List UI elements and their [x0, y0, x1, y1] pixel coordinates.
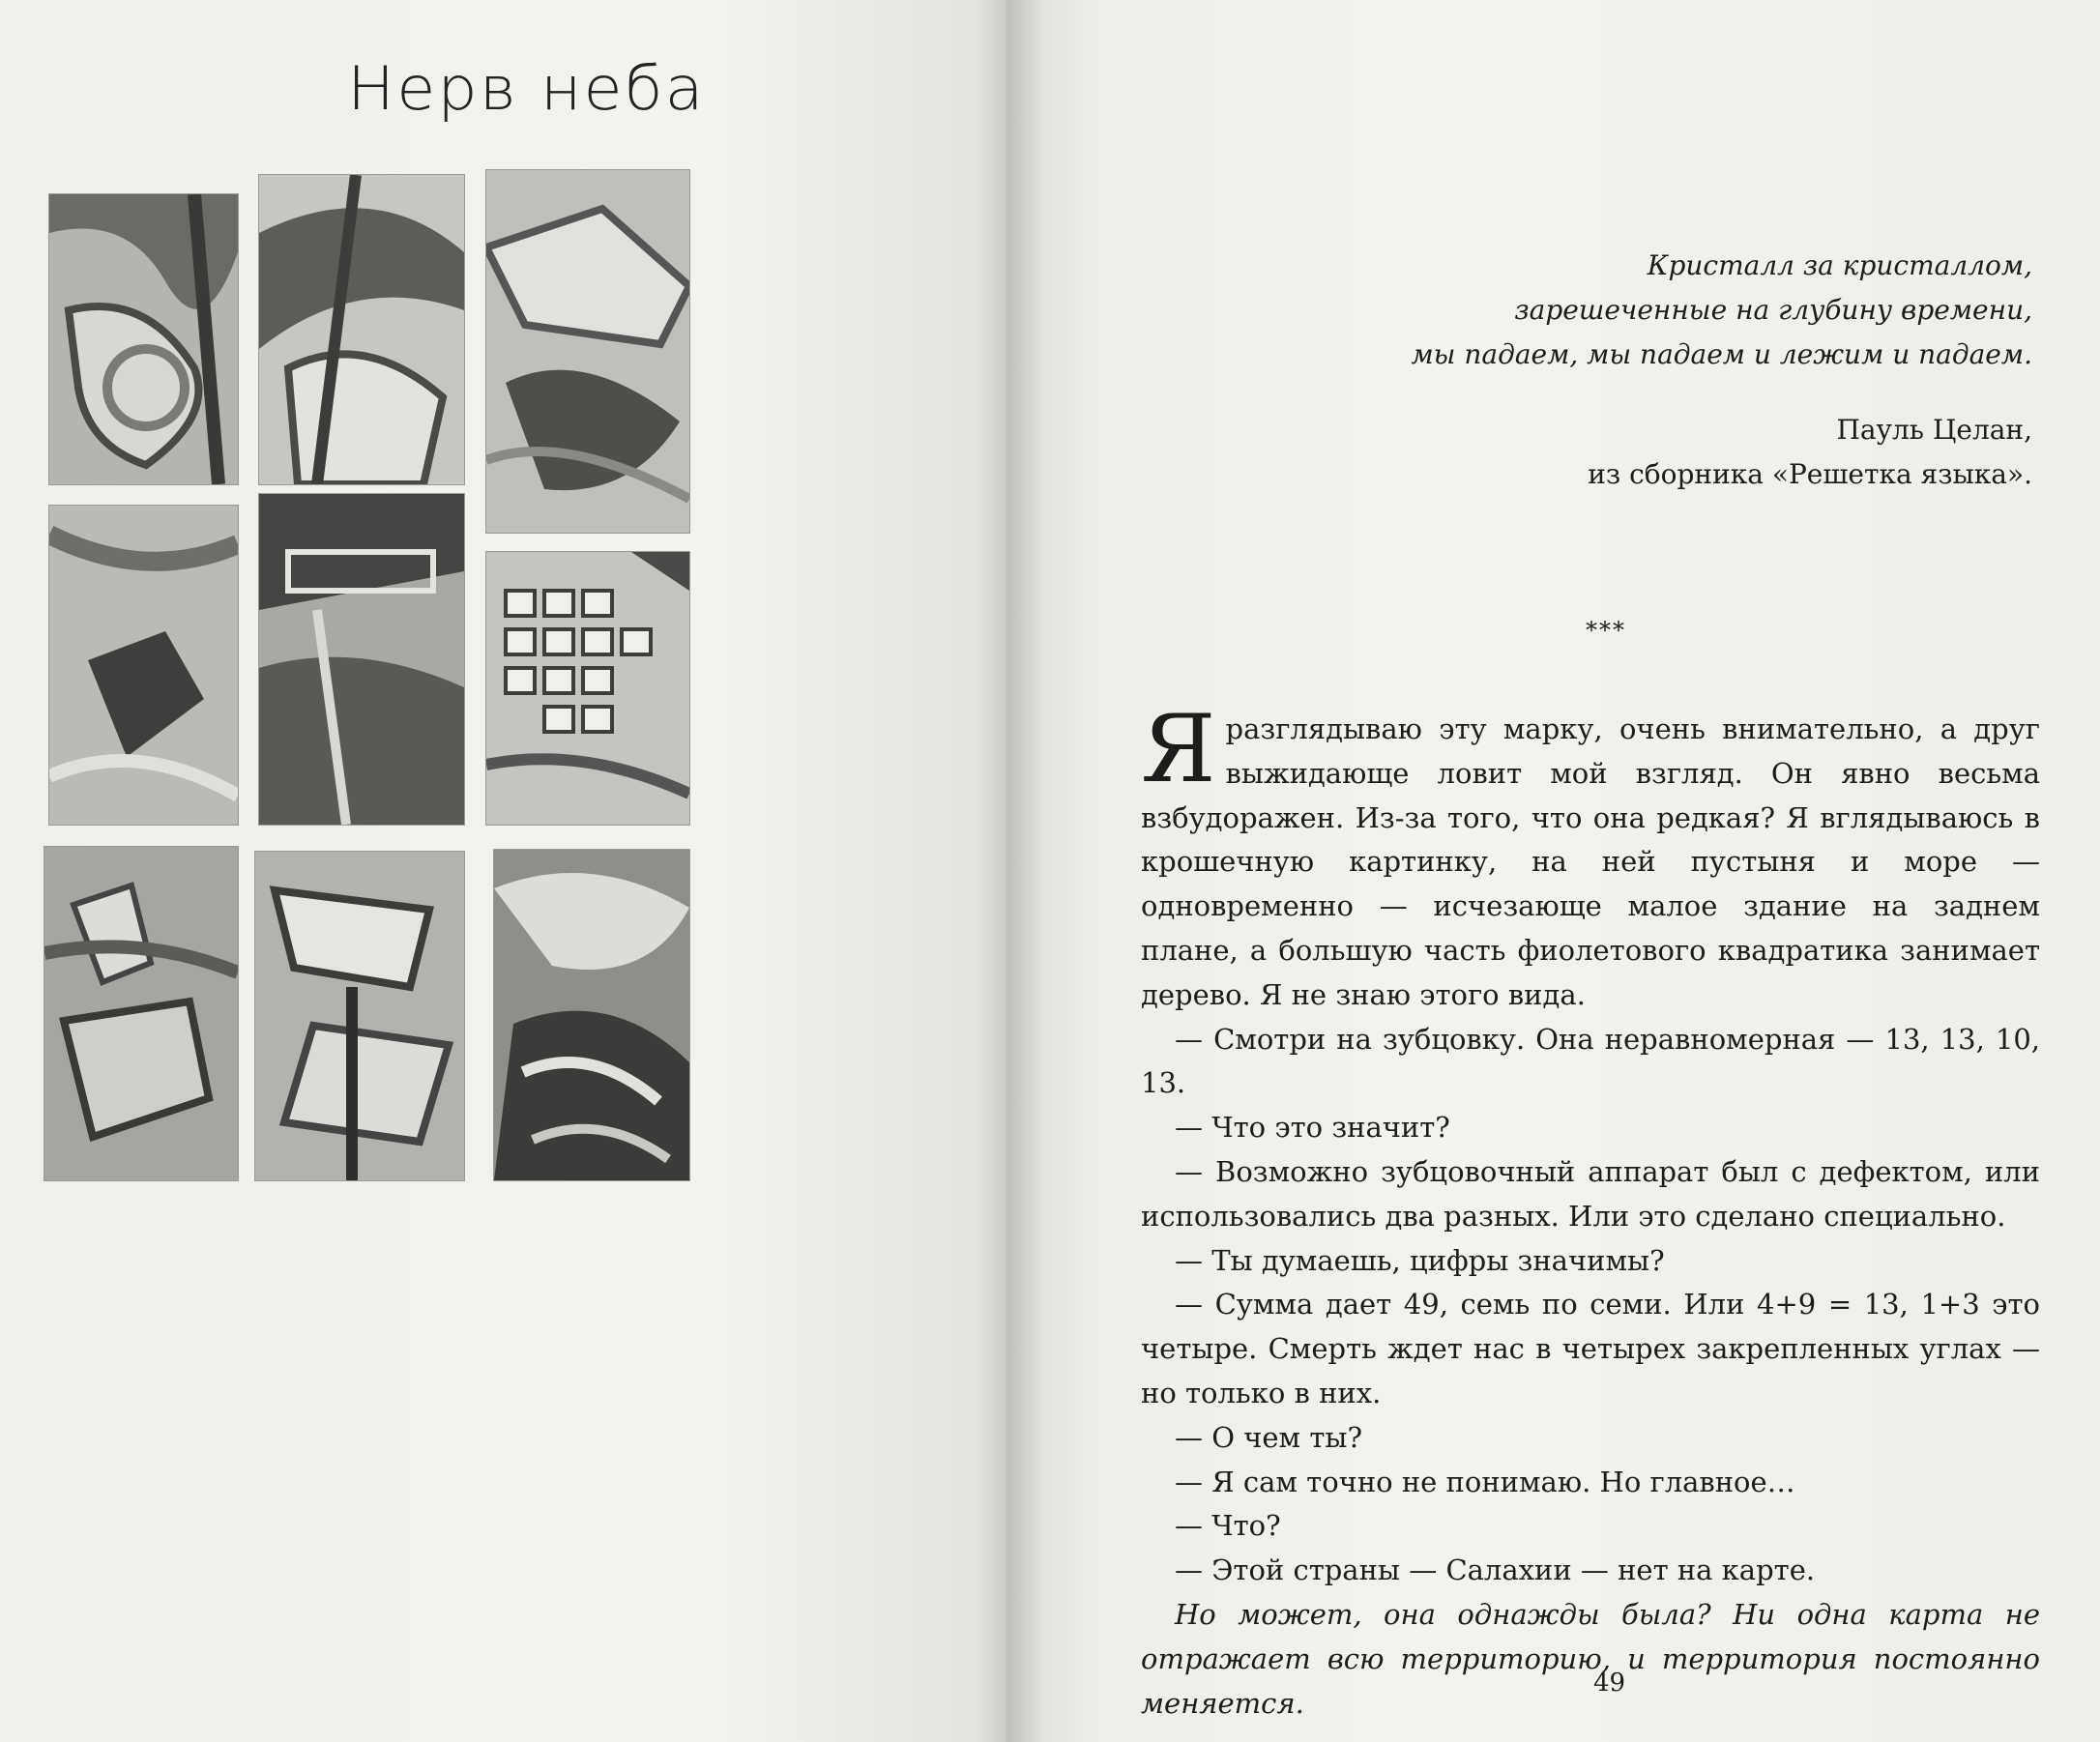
- closing-italic-paragraph: Но может, она однажды была? Ни одна карта не отражает всю территорию, и территория постоянно меняется.: [1141, 1597, 2040, 1720]
- mosaic-tile: [258, 174, 465, 485]
- epigraph-line: зарешеченные на глубину времени,: [1514, 294, 2032, 326]
- dialog-line: — О чем ты?: [1175, 1420, 1362, 1454]
- mosaic-tile: [485, 169, 690, 534]
- mosaic-tile: [254, 851, 465, 1181]
- dialog-line: — Я сам точно не понимаю. Но главное…: [1175, 1465, 1795, 1498]
- epigraph-line: Кристалл за кристаллом,: [1647, 249, 2032, 281]
- book-gutter: [977, 0, 1044, 1742]
- chapter-title: Нерв неба: [347, 53, 706, 124]
- drop-cap: Я: [1141, 695, 1216, 803]
- epigraph: [1259, 244, 2032, 377]
- dialog-line: — Что?: [1175, 1509, 1281, 1543]
- dialog-line: — Этой страны — Салахии — нет на карте.: [1175, 1553, 1816, 1587]
- dialog-line: — Сумма дает 49, семь по семи. Или 4+9 = 13, 1+3 это четыре. Смерть ждет нас в четырех закрепленных углах — но только в них.: [1141, 1288, 2040, 1409]
- opening-paragraph: [1141, 695, 2040, 1018]
- mosaic-tile: [258, 493, 465, 826]
- mosaic-tile: [493, 849, 690, 1181]
- dialog-line: — Возможно зубцовочный аппарат был с дефектом, или использовались два разных. Или это сделано специально.: [1141, 1154, 2040, 1233]
- dialog-line: — Что это значит?: [1175, 1111, 1450, 1145]
- mosaic-tile: [485, 551, 690, 826]
- page-number: 49: [1593, 1669, 1626, 1698]
- mosaic-tile: [48, 193, 239, 485]
- section-separator: ***: [1586, 617, 1626, 644]
- mosaic-tile: [44, 846, 239, 1181]
- mosaic-illustration: [44, 193, 972, 1663]
- opening-paragraph-text: разглядываю эту марку, очень внимательно, а друг выжидающе ловит мой взгляд. Он явно весьма взбудоражен. Из-за того, что она редкая? Я вглядываюсь в крошечную картинку, на ней пустыня и море — одновременно — исчезающе малое здание на заднем плане, а большую часть фиолетового квадратика занимает дерево. Я не знаю этого вида.: [1141, 712, 2040, 1011]
- dialog-line: — Ты думаешь, цифры значимы?: [1175, 1243, 1665, 1277]
- epigraph-attribution: [1259, 408, 2032, 497]
- mosaic-tile: [48, 505, 239, 826]
- body-text: [1141, 695, 2040, 1726]
- epigraph-line: мы падаем, мы падаем и лежим и падаем.: [1411, 338, 2032, 370]
- epigraph-author: Пауль Целан,: [1836, 414, 2032, 446]
- dialog-line: — Смотри на зубцовку. Она неравномерная — 13, 13, 10, 13.: [1141, 1022, 2040, 1100]
- epigraph-source: из сборника «Решетка языка».: [1588, 458, 2032, 490]
